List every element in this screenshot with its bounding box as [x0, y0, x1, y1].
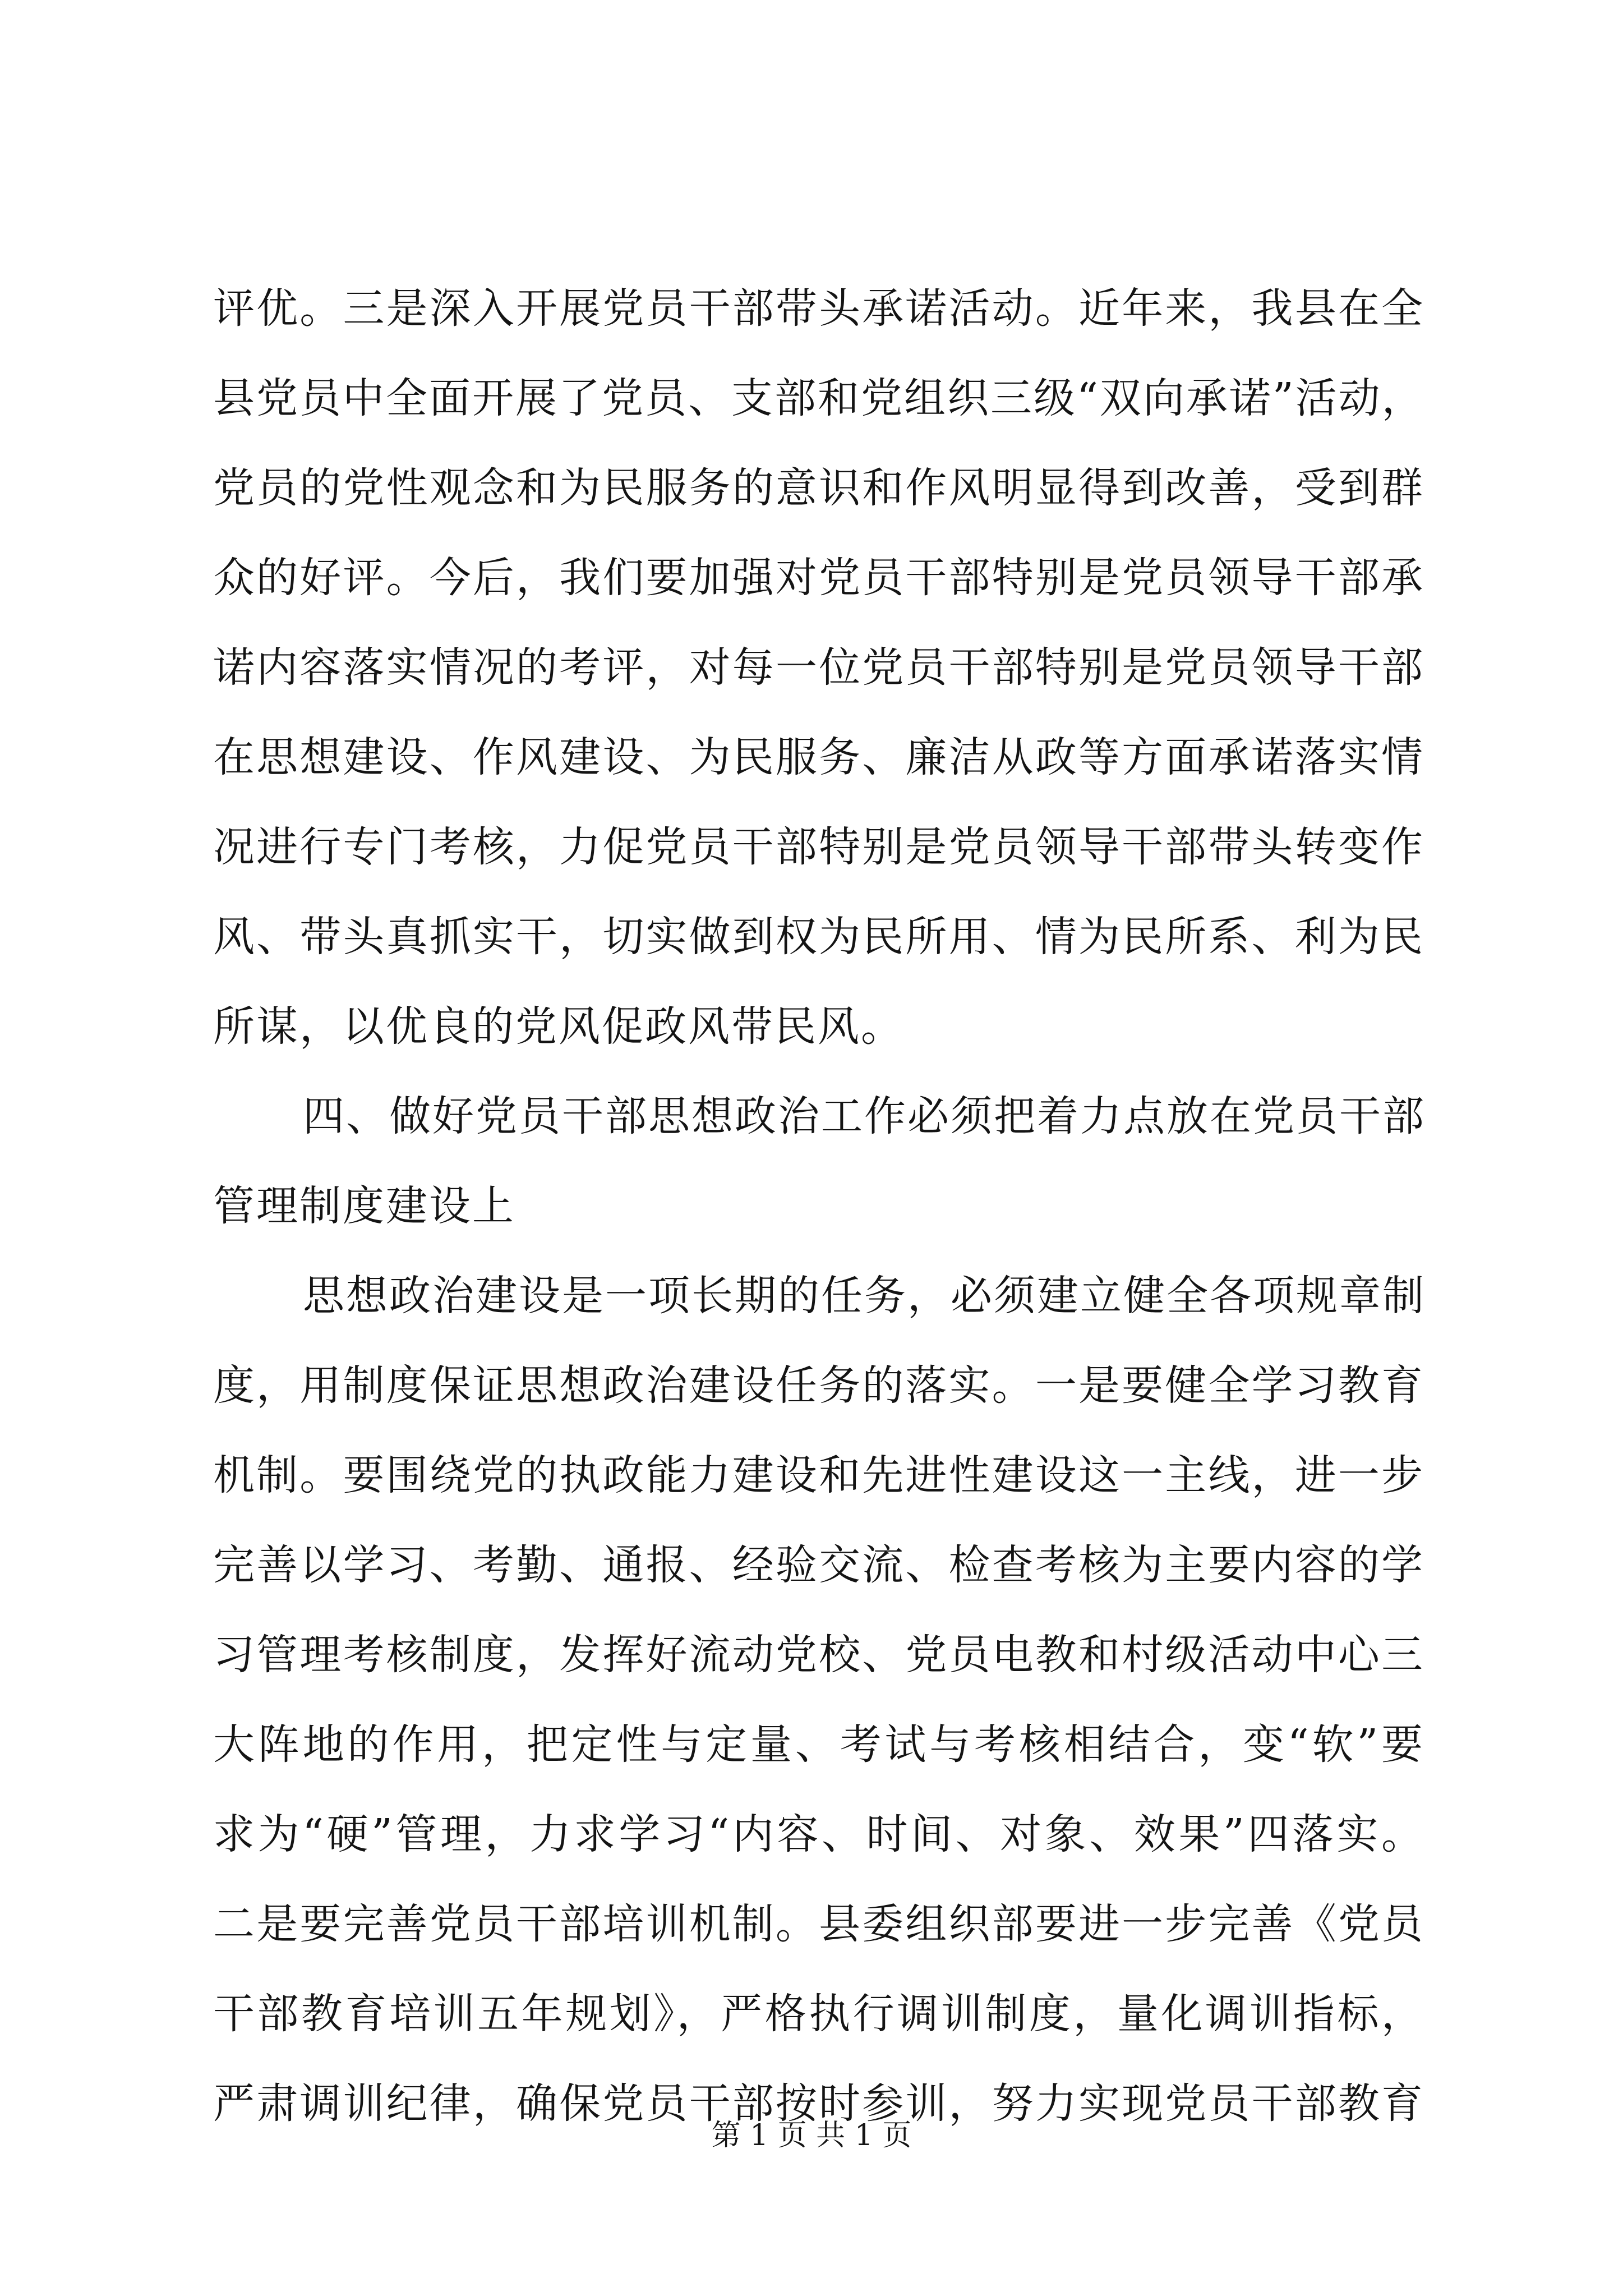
- text-line: 习管理考核制度，发挥好流动党校、党员电教和村级活动中心三: [213, 1631, 1424, 1679]
- text-line: 风、带头真抓实干，切实做到权为民所用、情为民所系、利为民: [213, 913, 1424, 961]
- page-number-footer: 第 1 页 共 1 页: [711, 2119, 912, 2152]
- section-heading-line: 四、做好党员干部思想政治工作必须把着力点放在党员干部: [303, 1092, 1426, 1140]
- text-line: 在思想建设、作风建设、为民服务、廉洁从政等方面承诺落实情: [213, 733, 1424, 781]
- text-line: 评优。三是深入开展党员干部带头承诺活动。近年来，我县在全: [213, 284, 1424, 333]
- text-line: 党员的党性观念和为民服务的意识和作风明显得到改善，受到群: [213, 464, 1424, 512]
- text-line: 二是要完善党员干部培训机制。县委组织部要进一步完善《党员: [213, 1900, 1424, 1948]
- text-line: 况进行专门考核，力促党员干部特别是党员领导干部带头转变作: [213, 823, 1424, 871]
- text-line: 度，用制度保证思想政治建设任务的落实。一是要健全学习教育: [213, 1361, 1424, 1410]
- section-heading-line: 管理制度建设上: [213, 1182, 515, 1230]
- text-line: 机制。要围绕党的执政能力建设和先进性建设这一主线，进一步: [213, 1451, 1424, 1499]
- text-line: 县党员中全面开展了党员、支部和党组织三级“双向承诺”活动，: [213, 374, 1425, 422]
- text-line: 严肃调训纪律，确保党员干部按时参训，努力实现党员干部教育: [213, 2079, 1424, 2128]
- text-line: 大阵地的作用，把定性与定量、考试与考核相结合，变“软”要: [213, 1720, 1424, 1769]
- text-line: 完善以学习、考勤、通报、经验交流、检查考核为主要内容的学: [213, 1541, 1424, 1589]
- text-line: 所谋，以优良的党风促政风带民风。: [213, 1002, 904, 1051]
- text-line: 诺内容落实情况的考评，对每一位党员干部特别是党员领导干部: [213, 643, 1424, 692]
- text-line: 求为“硬”管理，力求学习“内容、时间、对象、效果”四落实。: [213, 1810, 1424, 1858]
- body-text: [213, 264, 1424, 2148]
- text-line: 众的好评。今后，我们要加强对党员干部特别是党员领导干部承: [213, 554, 1424, 602]
- text-line: 思想政治建设是一项长期的任务，必须建立健全各项规章制: [303, 1272, 1426, 1320]
- text-line: 干部教育培训五年规划》，严格执行调训制度，量化调训指标，: [213, 1990, 1424, 2038]
